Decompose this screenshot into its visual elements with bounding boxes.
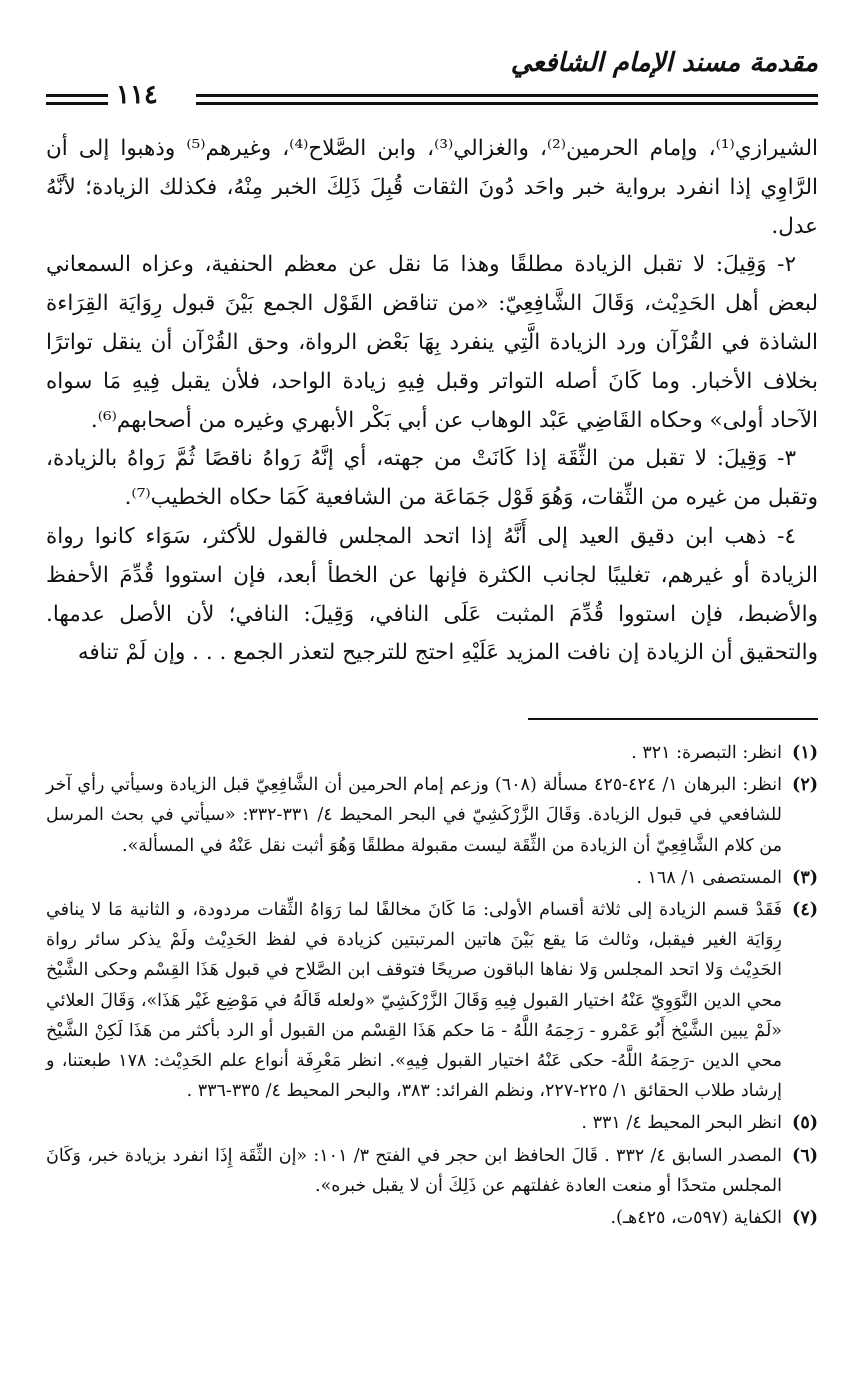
footnote-text: الكفاية (٥٩٧ت، ٤٢٥هـ). bbox=[610, 1208, 782, 1229]
main-text bbox=[46, 130, 818, 673]
footnote-separator bbox=[528, 718, 818, 720]
footnote bbox=[46, 738, 818, 768]
footnote bbox=[46, 863, 818, 893]
footnote-text: انظر البحر المحيط ٤/ ٣٣١ . bbox=[581, 1113, 782, 1134]
paragraph: ٢- وَقِيلَ: لا تقبل الزيادة مطلقًا وهذا مَا نقل عن معظم الحنفية، وعزاه السمعاني لبعض أهل الحَدِيْث، وَقَالَ الشَّافِعِيّ: «من تناقض القَوْل الجمع بَيْنَ قبول رِوَايَة القِرَاءة الشاذة في القُرْآن ورد الزيادة الَّتِي ينفرد بِهَا بَعْض الرواة، وحق القُرْآن أن ينقل تواترًا بخلاف الأخبار. وما كَانَ أصله التواتر وقبل فِيهِ زيادة الواحد، فلأن يقبل فِيهِ مَا سواه الآحاد أولى» وحكاه القَاضِي عَبْد الوهاب عن أبي بَكْر الأبهري وغيره من أصحابهم⁽⁶⁾. bbox=[46, 252, 818, 433]
footnote-number: (٥) bbox=[792, 1113, 818, 1134]
page-number: ١١٤ bbox=[108, 80, 166, 110]
footnote-text: فَقَدْ قسم الزيادة إلى ثلاثة أقسام الأولى: مَا كَانَ مخالفًا لما رَوَاهُ الثِّقات مردودة، و الثانية مَا لا ينافي رِوَايَة الغير فيقبل، وثالث مَا يقع بَيْنَ هاتين المرتبتين كزيادة في لفظ الحَدِيْث ولَمْ يذكر سائر رواة الحَدِيْث وَلا اتحد المجلس وَلا نفاها الباقون صريحًا فتوقف ابن الصَّلاح في قبول هَذَا القِسْم وحكى الشَّيْخ محي الدين النَّوَوِيّ عَنْهُ اختيار القبول فِيهِ وَقَالَ الزَّرْكَشِيّ «ولعله قَالَهُ في مَوْضِع غَيْر هَذَا»، وَقَالَ العلائي «لَمْ يبين الشَّيْخ أَبُو عَمْرو - رَحِمَهُ اللَّهُ - مَا حكم هَذَا القِسْم من القبول أو الرد بأكثر من هَذَا لَكِنْ الشَّيْخ محي الدين -رَحِمَهُ اللَّهُ- حكى عَنْهُ اختيار القبول فِيهِ». انظر مَعْرِفَة أنواع علم الحَدِيْث: ١٧٨ طبعتنا، و إرشاد طلاب الحقائق ١/ ٢٢٥-٢٢٧، ونظم الفرائد: ٣٨٣، والبحر المحيط ٤/ ٣٣٥-٣٣٦ . bbox=[46, 900, 782, 1102]
footnote-number: (٦) bbox=[792, 1145, 818, 1166]
running-title: مقدمة مسند الإمام الشافعي bbox=[510, 48, 818, 78]
rule-line-bottom bbox=[196, 102, 818, 105]
footnote-text: المستصفى ١/ ١٦٨ . bbox=[636, 867, 782, 888]
running-header bbox=[46, 48, 818, 118]
footnote bbox=[46, 1108, 818, 1138]
footnote bbox=[46, 1203, 818, 1233]
footnote-number: (١) bbox=[792, 743, 818, 763]
paragraph: الشيرازي⁽¹⁾، وإمام الحرمين⁽²⁾، والغزالي⁽³⁾، وابن الصَّلاح⁽⁴⁾، وغيرهم⁽⁵⁾ وذهبوا إلى أن الرَّاوِي إذا انفرد برواية خبر واحَد دُونَ الثقات قُبِلَ ذَلِكَ الخبر مِنْهُ، فكذلك الزيادة؛ لأنَّهُ عدل. bbox=[46, 136, 818, 239]
footnote bbox=[46, 1141, 818, 1201]
footnotes bbox=[46, 738, 818, 1235]
footnote bbox=[46, 770, 818, 861]
footnote-number: (٣) bbox=[792, 867, 818, 888]
rule-segment-left-bottom bbox=[46, 102, 108, 105]
footnote bbox=[46, 895, 818, 1106]
footnote-number: (٧) bbox=[792, 1208, 818, 1229]
footnote-text: المصدر السابق ٤/ ٣٣٢ . قَالَ الحافظ ابن حجر في الفتح ٣/ ١٠١: «إن الثِّقَة إِذَا انفرد بزيادة خبر، وَكَانَ المجلس متحدًا أو منعت العادة غفلتهم عن ذَلِكَ أن لا يقبل خبره». bbox=[46, 1145, 782, 1196]
rule-line-top bbox=[196, 94, 818, 97]
footnote-text: انظر: التبصرة: ٣٢١ . bbox=[631, 743, 782, 763]
rule-segment-left-top bbox=[46, 94, 108, 97]
footnote-number: (٤) bbox=[792, 900, 818, 921]
footnote-text: انظر: البرهان ١/ ٤٢٤-٤٢٥ مسألة (٦٠٨) وزعم إمام الحرمين أن الشَّافِعِيّ قبل الزيادة وسيأتي رأي آخر للشافعي في قبول الزيادة. وَقَالَ الزَّرْكَشِيّ في البحر المحيط ٤/ ٣٣١-٣٣٢: «سيأتي في بحث المرسل من كلام الشَّافِعِيّ أن الزيادة من الثِّقَة ليست مقبولة مطلقًا وَهُوَ أثبت نقل عَنْهُ في المسألة». bbox=[46, 775, 782, 856]
paragraph: ٤- ذهب ابن دقيق العيد إلى أَنَّهُ إذا اتحد المجلس فالقول للأكثر، سَوَاء كانوا رواة الزيادة أو غيرهم، تغليبًا لجانب الكثرة فإنها عن الخطأ أبعد، فإن استووا قُدِّمَ الأحفظ والأضبط، فإن استووا قُدِّمَ المثبت عَلَى النافي، وَقِيلَ: النافي؛ لأن الأصل عدمها. والتحقيق أن الزيادة إن نافت المزيد عَلَيْهِ احتج للترجيح لتعذر الجمع . . . وإن لَمْ تنافه bbox=[46, 523, 818, 666]
footnote-number: (٢) bbox=[792, 775, 818, 796]
paragraph: ٣- وَقِيلَ: لا تقبل من الثِّقَة إذا كَانَتْ من جهته، أي إنَّهُ رَواهُ ناقصًا ثُمَّ رَواهُ بالزيادة، وتقبل من غيره من الثِّقات، وَهُوَ قَوْل جَمَاعَة من الشافعية كَمَا حكاه الخطيب⁽⁷⁾. bbox=[46, 446, 818, 511]
